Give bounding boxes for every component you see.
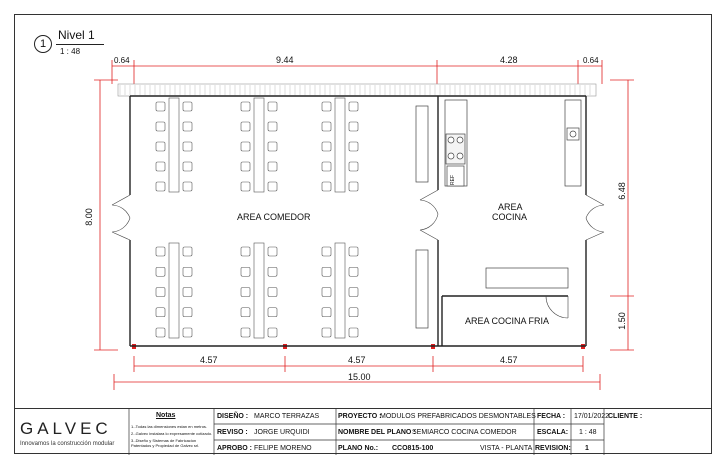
chair (241, 162, 250, 171)
dining-table (335, 98, 345, 192)
roof-strip (118, 84, 596, 96)
galvec-tagline: Innovamos la construcción modular (20, 441, 115, 447)
chair (268, 247, 277, 256)
chair (241, 247, 250, 256)
dining-table (254, 243, 264, 338)
chair (322, 162, 331, 171)
chair (349, 122, 358, 131)
chair (156, 182, 165, 191)
chair (156, 102, 165, 111)
plano-no-label: PLANO No.: (338, 445, 379, 452)
room-label-comedor: AREA COMEDOR (237, 212, 311, 222)
diseno-label: DISEÑO : (217, 413, 249, 420)
chair (322, 288, 331, 297)
dining-table (335, 243, 345, 338)
chair (183, 122, 192, 131)
chair (241, 308, 250, 317)
reviso-label: REVISO : (217, 429, 248, 436)
dim-top-right: 0.64 (583, 56, 599, 65)
chair (268, 308, 277, 317)
chair (241, 288, 250, 297)
room-label-cocina-1: AREA (498, 202, 523, 212)
chair (268, 182, 277, 191)
chair (156, 328, 165, 337)
dining-table (254, 98, 264, 192)
dim-bottom-seg-2: 4.57 (348, 355, 366, 365)
chair (322, 247, 331, 256)
dim-top-cocina: 4.28 (500, 55, 518, 65)
aprobo-label: APROBO : (217, 445, 252, 452)
chair (349, 102, 358, 111)
chair (349, 288, 358, 297)
chair (183, 267, 192, 276)
chair (183, 328, 192, 337)
nombre-plano-value: SEMIARCO COCINA COMEDOR (412, 429, 517, 436)
chair (349, 267, 358, 276)
view-number-circle: 1 (34, 35, 52, 53)
dim-bottom-seg-1: 4.57 (200, 355, 218, 365)
chair (156, 162, 165, 171)
proyecto-value: MODULOS PREFABRICADOS DESMONTABLES (380, 413, 536, 420)
note-2: 2.-Galvec instalara lo expresamente cotizado. (131, 431, 213, 436)
dim-bottom-seg-3: 4.57 (500, 355, 518, 365)
chair (241, 142, 250, 151)
notes-title: Notas (156, 412, 176, 419)
chair (156, 308, 165, 317)
chair (241, 102, 250, 111)
chair (268, 142, 277, 151)
chair (156, 247, 165, 256)
chair (241, 328, 250, 337)
chair (322, 142, 331, 151)
fecha-label: FECHA : (537, 413, 566, 420)
chair (268, 162, 277, 171)
chair (183, 308, 192, 317)
plano-no-value: CCO815-100 (392, 445, 434, 452)
chair (349, 162, 358, 171)
chair (268, 122, 277, 131)
room-label-cocina-fria: AREA COCINA FRIA (465, 316, 550, 326)
aprobo-value: FELIPE MORENO (254, 445, 312, 452)
galvec-logo: GALVEC (20, 419, 112, 438)
revision-value: 1 (585, 445, 589, 452)
chair (322, 308, 331, 317)
dim-left-height: 8.00 (83, 208, 94, 226)
chair (183, 142, 192, 151)
title-block (14, 408, 712, 455)
view-title: Nivel 1 (58, 28, 95, 42)
chair (183, 102, 192, 111)
chair (183, 182, 192, 191)
chair (349, 142, 358, 151)
dining-table (169, 243, 179, 338)
fridge-label: REF (450, 175, 456, 185)
escala-label: ESCALA: (537, 429, 569, 436)
chair (156, 142, 165, 151)
nombre-plano-label: NOMBRE DEL PLANO : (338, 429, 416, 436)
dim-right-upper: 6.48 (616, 182, 627, 200)
chair (156, 267, 165, 276)
chair (322, 182, 331, 191)
chair (349, 328, 358, 337)
revision-label: REVISION: (535, 445, 571, 452)
cliente-label: CLIENTE : (608, 413, 643, 420)
chair (241, 122, 250, 131)
vista-value: VISTA - PLANTA (480, 445, 533, 452)
fecha-value: 17/01/2022 (574, 413, 610, 420)
diseno-value: MARCO TERRAZAS (254, 413, 320, 420)
chair (349, 182, 358, 191)
chair (322, 328, 331, 337)
chair (241, 182, 250, 191)
room-label-cocina-2: COCINA (492, 212, 528, 222)
chair (183, 162, 192, 171)
dim-bottom-total: 15.00 (348, 372, 371, 382)
chair (241, 267, 250, 276)
chair (322, 122, 331, 131)
chair (268, 328, 277, 337)
reviso-value: JORGE URQUIDI (254, 429, 310, 436)
escala-value: 1 : 48 (579, 429, 597, 436)
view-scale: 1 : 48 (60, 47, 81, 56)
chair (183, 247, 192, 256)
dim-top-comedor: 9.44 (276, 55, 294, 65)
proyecto-label: PROYECTO : (338, 413, 382, 420)
chair (349, 308, 358, 317)
chair (156, 122, 165, 131)
chair (322, 267, 331, 276)
chair (183, 288, 192, 297)
dim-top-left: 0.64 (114, 56, 130, 65)
chair (322, 102, 331, 111)
note-3: 3.-Diseño y Sistemas de Fabricacion Patentados y Propiedad de Galvec srl. (131, 438, 200, 448)
chair (349, 247, 358, 256)
chair (268, 267, 277, 276)
dim-right-lower: 1.50 (616, 312, 627, 330)
chair (268, 288, 277, 297)
chair (268, 102, 277, 111)
note-1: 1.-Todas las dimensiones estan en metros. (131, 424, 208, 429)
chair (156, 288, 165, 297)
dining-table (169, 98, 179, 192)
